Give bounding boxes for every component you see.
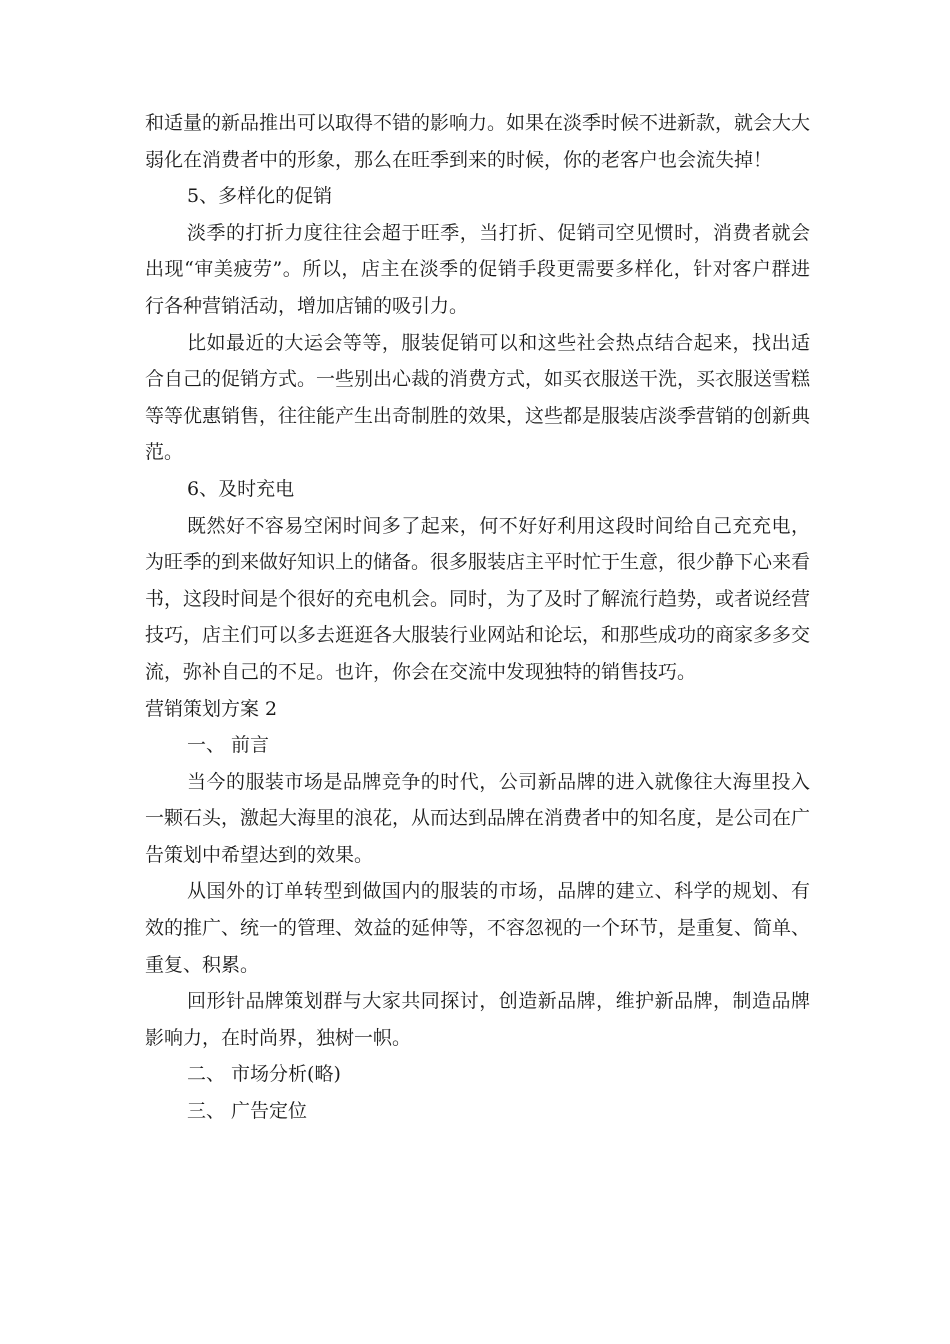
section-heading-5: 5、多样化的促销: [187, 185, 333, 208]
paragraph: 比如最近的大运会等等，服装促销可以和这些社会热点结合起来，找出适合自己的促销方式。一些别出心裁的消费方式，如买衣服送干洗，买衣服送雪糕等等优惠销售，往往能产生出奇制胜的效果，这些都是服装店淡季营销的创新典范。: [145, 331, 811, 464]
section-heading-3: 三、 广告定位: [187, 1100, 308, 1123]
document-title: 营销策划方案 2: [145, 697, 278, 720]
paragraph: 当今的服装市场是品牌竞争的时代，公司新品牌的进入就像往大海里投入一颗石头，激起大海里的浪花，从而达到品牌在消费者中的知名度，是公司在广告策划中希望达到的效果。: [145, 770, 811, 866]
section-heading-1: 一、 前言: [187, 734, 270, 757]
paragraph: 从国外的订单转型到做国内的服装的市场，品牌的建立、科学的规划、有效的推广、统一的管理、效益的延伸等，不容忽视的一个环节，是重复、简单、重复、积累。: [145, 880, 811, 976]
document-page: [145, 105, 810, 1130]
section-heading-6: 6、及时充电: [187, 477, 295, 500]
paragraph: 回形针品牌策划群与大家共同探讨，创造新品牌，维护新品牌，制造品牌影响力，在时尚界，独树一帜。: [145, 990, 810, 1049]
paragraph: 既然好不容易空闲时间多了起来，何不好好利用这段时间给自己充充电，为旺季的到来做好知识上的储备。很多服装店主平时忙于生意，很少静下心来看书，这段时间是个很好的充电机会。同时，为了及时了解流行趋势，或者说经营技巧，店主们可以多去逛逛各大服装行业网站和论坛，和那些成功的商家多多交流，弥补自己的不足。也许，你会在交流中发现独特的销售技巧。: [145, 514, 811, 683]
section-heading-2: 二、 市场分析(略): [187, 1063, 341, 1086]
paragraph: 淡季的打折力度往往会超于旺季，当打折、促销司空见惯时，消费者就会出现“审美疲劳”。所以，店主在淡季的促销手段更需要多样化，针对客户群进行各种营销活动，增加店铺的吸引力。: [145, 221, 810, 317]
paragraph-continued: 和适量的新品推出可以取得不错的影响力。如果在淡季时候不进新款，就会大大弱化在消费者中的形象，那么在旺季到来的时候，你的老客户也会流失掉！: [145, 112, 811, 171]
